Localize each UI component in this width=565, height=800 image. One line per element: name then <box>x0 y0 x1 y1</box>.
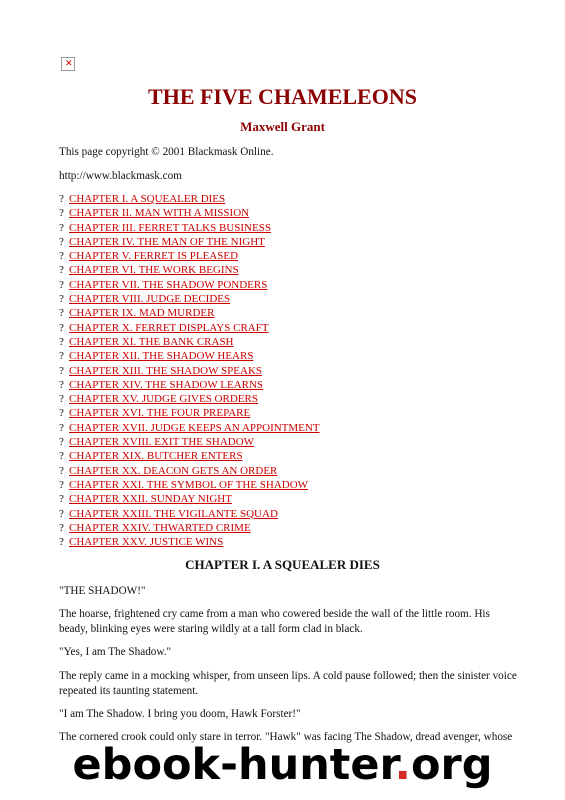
toc-item <box>59 278 320 292</box>
book-author: Maxwell Grant <box>240 119 325 134</box>
toc-link[interactable]: CHAPTER XIX. BUTCHER ENTERS <box>69 450 243 463</box>
toc-item <box>59 406 320 420</box>
copyright-notice: This page copyright © 2001 Blackmask Online. <box>59 146 274 158</box>
toc-link[interactable]: CHAPTER XIII. THE SHADOW SPEAKS <box>69 364 263 377</box>
toc-bullet: ? <box>59 507 64 520</box>
toc-link[interactable]: CHAPTER IX. MAD MURDER <box>69 307 215 320</box>
toc-link[interactable]: CHAPTER XII. THE SHADOW HEARS <box>69 350 254 363</box>
chapter-heading: CHAPTER I. A SQUEALER DIES <box>185 557 380 572</box>
toc-item <box>59 478 320 492</box>
chapter-paragraph: "I am The Shadow. I bring you doom, Hawk Forster!" <box>59 708 301 720</box>
toc-item <box>59 335 320 349</box>
toc-link[interactable]: CHAPTER IV. THE MAN OF THE NIGHT <box>69 235 265 248</box>
toc-link[interactable]: CHAPTER X. FERRET DISPLAYS CRAFT <box>69 321 269 334</box>
toc-bullet: ? <box>59 464 64 477</box>
toc-bullet: ? <box>59 478 64 491</box>
toc-bullet: ? <box>59 493 64 506</box>
toc-link[interactable]: CHAPTER XXIV. THWARTED CRIME <box>69 521 251 534</box>
broken-image-icon: ✕ <box>61 57 75 71</box>
toc-link[interactable]: CHAPTER XVI. THE FOUR PREPARE <box>69 407 251 420</box>
toc-item <box>59 235 320 249</box>
toc-item <box>59 392 320 406</box>
toc-bullet: ? <box>59 536 64 549</box>
site-watermark <box>0 740 565 790</box>
watermark-name: ebook-hunter <box>72 740 395 790</box>
toc-item <box>59 535 320 549</box>
toc-bullet: ? <box>59 321 64 334</box>
toc-link[interactable]: CHAPTER V. FERRET IS PLEASED <box>69 250 239 263</box>
toc-bullet: ? <box>59 221 64 234</box>
toc-item <box>59 507 320 521</box>
toc-link[interactable]: CHAPTER XVII. JUDGE KEEPS AN APPOINTMENT <box>69 421 320 434</box>
toc-item <box>59 349 320 363</box>
toc-bullet: ? <box>59 293 64 306</box>
toc-item <box>59 492 320 506</box>
watermark-tld: org <box>410 740 493 790</box>
toc-bullet: ? <box>59 421 64 434</box>
toc-bullet: ? <box>59 350 64 363</box>
toc-link[interactable]: CHAPTER VII. THE SHADOW PONDERS <box>69 278 268 291</box>
toc-item <box>59 378 320 392</box>
watermark-dot: . <box>394 740 411 790</box>
toc-link[interactable]: CHAPTER III. FERRET TALKS BUSINESS <box>69 221 271 234</box>
toc-bullet: ? <box>59 307 64 320</box>
toc-link[interactable]: CHAPTER XVIII. EXIT THE SHADOW <box>69 436 255 449</box>
toc-bullet: ? <box>59 250 64 263</box>
toc-link[interactable]: CHAPTER XXV. JUSTICE WINS <box>69 536 224 549</box>
toc-link[interactable]: CHAPTER XX. DEACON GETS AN ORDER <box>69 464 278 477</box>
toc-link[interactable]: CHAPTER XV. JUDGE GIVES ORDERS <box>69 393 258 406</box>
toc-bullet: ? <box>59 364 64 377</box>
toc-link[interactable]: CHAPTER VI. THE WORK BEGINS <box>69 264 239 277</box>
toc-item <box>59 449 320 463</box>
toc-item <box>59 292 320 306</box>
toc-link[interactable]: CHAPTER XXIII. THE VIGILANTE SQUAD <box>69 507 278 520</box>
toc-item <box>59 435 320 449</box>
toc-item <box>59 263 320 277</box>
chapter-paragraph: "THE SHADOW!" <box>59 585 146 597</box>
source-url: http://www.blackmask.com <box>59 170 182 182</box>
toc-link[interactable]: CHAPTER XIV. THE SHADOW LEARNS <box>69 378 264 391</box>
toc-item <box>59 521 320 535</box>
toc-item <box>59 249 320 263</box>
chapter-paragraph: The cornered crook could only stare in terror. "Hawk" was facing The Shadow, dread avenger, whose <box>59 731 513 743</box>
toc-bullet: ? <box>59 436 64 449</box>
chapter-paragraph: The hoarse, frightened cry came from a man who cowered beside the wall of the little room. His beady, blinking eyes were staring wildly at a tall form clad in black. <box>59 608 490 635</box>
toc-item <box>59 464 320 478</box>
toc-bullet: ? <box>59 278 64 291</box>
toc-bullet: ? <box>59 335 64 348</box>
toc-bullet: ? <box>59 235 64 248</box>
toc-item <box>59 421 320 435</box>
toc-link[interactable]: CHAPTER XI. THE BANK CRASH <box>69 335 234 348</box>
toc-bullet: ? <box>59 393 64 406</box>
toc-bullet: ? <box>59 193 64 205</box>
chapter-paragraph: "Yes, I am The Shadow." <box>59 646 172 658</box>
toc-link[interactable]: CHAPTER XXI. THE SYMBOL OF THE SHADOW <box>69 478 309 491</box>
toc-bullet: ? <box>59 264 64 277</box>
toc-bullet: ? <box>59 450 64 463</box>
book-title: THE FIVE CHAMELEONS <box>148 84 417 109</box>
table-of-contents <box>59 192 320 549</box>
toc-item <box>59 192 320 206</box>
toc-link[interactable]: CHAPTER VIII. JUDGE DECIDES <box>69 293 231 306</box>
toc-bullet: ? <box>59 207 64 220</box>
toc-item <box>59 306 320 320</box>
toc-item <box>59 206 320 220</box>
toc-item <box>59 221 320 235</box>
toc-bullet: ? <box>59 378 64 391</box>
chapter-paragraph: The reply came in a mocking whisper, from unseen lips. A cold pause followed; then the sinister voice repeated its taunting statement. <box>59 670 517 697</box>
toc-bullet: ? <box>59 407 64 420</box>
toc-link[interactable]: CHAPTER I. A SQUEALER DIES <box>69 193 226 205</box>
toc-item <box>59 364 320 378</box>
toc-bullet: ? <box>59 521 64 534</box>
toc-link[interactable]: CHAPTER XXII. SUNDAY NIGHT <box>69 493 232 506</box>
toc-item <box>59 321 320 335</box>
toc-link[interactable]: CHAPTER II. MAN WITH A MISSION <box>69 207 250 220</box>
